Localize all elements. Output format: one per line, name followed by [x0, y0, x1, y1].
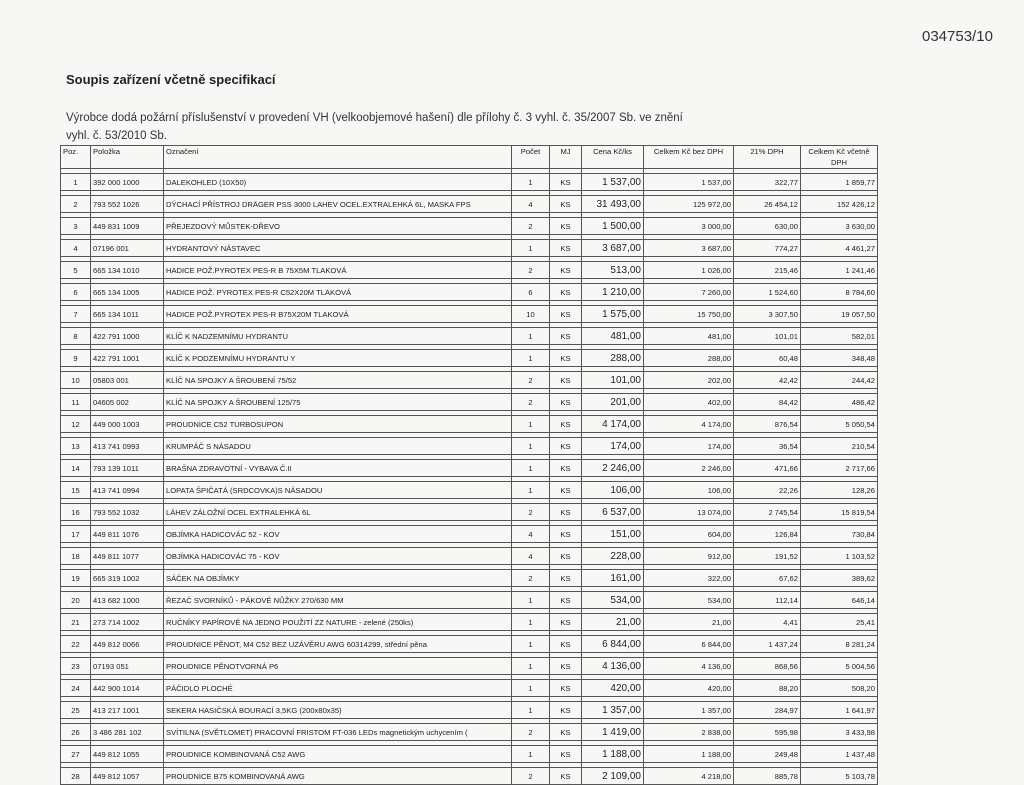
- cell-pos: 2: [61, 196, 91, 213]
- cell-total-gross: 582,01: [801, 328, 878, 345]
- cell-vat: 67,62: [734, 570, 801, 587]
- cell-pos: 10: [61, 372, 91, 389]
- cell-unit-price: 161,00: [582, 570, 644, 587]
- cell-vat: 471,66: [734, 460, 801, 477]
- cell-vat: 84,42: [734, 394, 801, 411]
- cell-unit: KS: [550, 262, 582, 279]
- cell-vat: 249,48: [734, 746, 801, 763]
- cell-total-net: 174,00: [644, 438, 734, 455]
- cell-designation: OBJÍMKA HADICOVÁC 75 - KOV: [164, 548, 512, 565]
- cell-total-net: 13 074,00: [644, 504, 734, 521]
- cell-vat: 60,48: [734, 350, 801, 367]
- cell-unit-price: 228,00: [582, 548, 644, 565]
- cell-vat: 774,27: [734, 240, 801, 257]
- table-row: [61, 592, 878, 609]
- table-row: [61, 614, 878, 631]
- cell-unit: KS: [550, 218, 582, 235]
- cell-total-net: 534,00: [644, 592, 734, 609]
- cell-total-net: 4 136,00: [644, 658, 734, 675]
- table-row: [61, 438, 878, 455]
- cell-unit: KS: [550, 548, 582, 565]
- cell-total-gross: 244,42: [801, 372, 878, 389]
- table-header-row: [61, 146, 878, 169]
- cell-pos: 14: [61, 460, 91, 477]
- cell-unit: KS: [550, 460, 582, 477]
- cell-item: 665 134 1011: [91, 306, 164, 323]
- cell-unit: KS: [550, 240, 582, 257]
- table-row: [61, 350, 878, 367]
- header-total-net: Celkem Kč bez DPH: [644, 146, 734, 169]
- cell-total-net: 6 844,00: [644, 636, 734, 653]
- cell-designation: DALEKOHLED (10X50): [164, 174, 512, 191]
- cell-item: 793 552 1026: [91, 196, 164, 213]
- cell-item: 793 139 1011: [91, 460, 164, 477]
- header-count: Počet: [512, 146, 550, 169]
- cell-total-gross: 1 437,48: [801, 746, 878, 763]
- cell-designation: KLÍČ K PODZEMNÍMU HYDRANTU Y: [164, 350, 512, 367]
- table-row: [61, 218, 878, 235]
- cell-vat: 42,42: [734, 372, 801, 389]
- cell-designation: LÁHEV ZÁLOŽNÍ OCEL EXTRALEHKÁ 6L: [164, 504, 512, 521]
- cell-vat: 88,20: [734, 680, 801, 697]
- cell-unit: KS: [550, 328, 582, 345]
- cell-item: 449 812 1057: [91, 768, 164, 785]
- cell-vat: 101,01: [734, 328, 801, 345]
- table-row: [61, 372, 878, 389]
- cell-count: 2: [512, 394, 550, 411]
- cell-designation: PÁČIDLO PLOCHÉ: [164, 680, 512, 697]
- cell-total-net: 106,00: [644, 482, 734, 499]
- cell-total-gross: 210,54: [801, 438, 878, 455]
- cell-total-gross: 8 784,60: [801, 284, 878, 301]
- cell-count: 1: [512, 438, 550, 455]
- table-row: [61, 636, 878, 653]
- cell-item: 07193 051: [91, 658, 164, 675]
- cell-unit: KS: [550, 372, 582, 389]
- cell-total-gross: 152 426,12: [801, 196, 878, 213]
- cell-total-net: 3 000,00: [644, 218, 734, 235]
- cell-unit: KS: [550, 702, 582, 719]
- cell-vat: 284,97: [734, 702, 801, 719]
- cell-count: 1: [512, 328, 550, 345]
- cell-designation: RUČNÍKY PAPÍROVÉ NA JEDNO POUŽITÍ ZZ NATURE - zelené (250ks): [164, 614, 512, 631]
- cell-total-gross: 8 281,24: [801, 636, 878, 653]
- cell-unit: KS: [550, 350, 582, 367]
- cell-unit-price: 420,00: [582, 680, 644, 697]
- table-row: [61, 504, 878, 521]
- cell-total-net: 3 687,00: [644, 240, 734, 257]
- cell-total-net: 1 357,00: [644, 702, 734, 719]
- cell-item: 413 682 1000: [91, 592, 164, 609]
- cell-vat: 191,52: [734, 548, 801, 565]
- cell-vat: 26 454,12: [734, 196, 801, 213]
- cell-item: 665 134 1010: [91, 262, 164, 279]
- cell-count: 2: [512, 262, 550, 279]
- table-row: [61, 548, 878, 565]
- table-row: [61, 482, 878, 499]
- cell-total-gross: 19 057,50: [801, 306, 878, 323]
- cell-total-gross: 4 461,27: [801, 240, 878, 257]
- cell-designation: KRUMPÁČ S NÁSADOU: [164, 438, 512, 455]
- cell-count: 10: [512, 306, 550, 323]
- cell-designation: SVÍTILNA (SVĚTLOMET) PRACOVNÍ FRISTOM FT-036 LEDs magnetickým uchycením (: [164, 724, 512, 741]
- cell-item: 449 812 1055: [91, 746, 164, 763]
- cell-item: 413 741 0994: [91, 482, 164, 499]
- cell-total-gross: 5 050,54: [801, 416, 878, 433]
- cell-designation: HADICE POŽ.PYROTEX PES-R B75X20M TLAKOVÁ: [164, 306, 512, 323]
- cell-vat: 1 437,24: [734, 636, 801, 653]
- header-unit-price: Cena Kč/ks: [582, 146, 644, 169]
- cell-vat: 1 524,60: [734, 284, 801, 301]
- cell-count: 1: [512, 746, 550, 763]
- cell-item: 422 791 1001: [91, 350, 164, 367]
- cell-total-net: 4 218,00: [644, 768, 734, 785]
- cell-unit-price: 513,00: [582, 262, 644, 279]
- cell-unit-price: 174,00: [582, 438, 644, 455]
- document-title: Soupis zařízení včetně specifikací: [66, 72, 276, 87]
- cell-unit-price: 6 844,00: [582, 636, 644, 653]
- table-row: [61, 724, 878, 741]
- cell-total-net: 7 260,00: [644, 284, 734, 301]
- cell-vat: 630,00: [734, 218, 801, 235]
- cell-total-gross: 128,26: [801, 482, 878, 499]
- cell-pos: 8: [61, 328, 91, 345]
- cell-unit: KS: [550, 526, 582, 543]
- cell-pos: 27: [61, 746, 91, 763]
- cell-pos: 19: [61, 570, 91, 587]
- cell-count: 1: [512, 350, 550, 367]
- cell-item: 392 000 1000: [91, 174, 164, 191]
- cell-total-net: 2 246,00: [644, 460, 734, 477]
- cell-unit-price: 1 210,00: [582, 284, 644, 301]
- cell-pos: 22: [61, 636, 91, 653]
- cell-total-gross: 348,48: [801, 350, 878, 367]
- cell-unit: KS: [550, 724, 582, 741]
- cell-designation: SEKERA HASIČSKÁ BOURACÍ 3,5KG (200x80x35): [164, 702, 512, 719]
- cell-designation: HADICE POŽ.PYROTEX PES-R B 75X5M TLAKOVÁ: [164, 262, 512, 279]
- cell-unit-price: 6 537,00: [582, 504, 644, 521]
- cell-unit: KS: [550, 482, 582, 499]
- cell-pos: 1: [61, 174, 91, 191]
- table-row: [61, 768, 878, 785]
- cell-unit: KS: [550, 306, 582, 323]
- cell-item: 665 319 1002: [91, 570, 164, 587]
- cell-item: 3 486 281 102: [91, 724, 164, 741]
- cell-designation: KLÍČ K NADZEMNÍMU HYDRANTU: [164, 328, 512, 345]
- cell-item: 449 811 1076: [91, 526, 164, 543]
- cell-total-net: 402,00: [644, 394, 734, 411]
- cell-unit-price: 1 500,00: [582, 218, 644, 235]
- document-id: 034753/10: [922, 28, 993, 45]
- cell-designation: LOPATA ŠPIČATÁ (SRDCOVKA)S NÁSADOU: [164, 482, 512, 499]
- cell-unit-price: 2 246,00: [582, 460, 644, 477]
- cell-pos: 18: [61, 548, 91, 565]
- cell-count: 6: [512, 284, 550, 301]
- cell-count: 2: [512, 504, 550, 521]
- cell-pos: 16: [61, 504, 91, 521]
- cell-designation: PROUDNICE PĚNOTVORNÁ P6: [164, 658, 512, 675]
- cell-designation: BRAŠNA ZDRAVOTNÍ - VYBAVA Č.II: [164, 460, 512, 477]
- cell-vat: 595,98: [734, 724, 801, 741]
- table-row: [61, 526, 878, 543]
- cell-designation: SÁČEK NA OBJÍMKY: [164, 570, 512, 587]
- cell-unit: KS: [550, 394, 582, 411]
- cell-designation: PROUDNICE B75 KOMBINOVANÁ AWG: [164, 768, 512, 785]
- cell-count: 2: [512, 372, 550, 389]
- cell-vat: 2 745,54: [734, 504, 801, 521]
- cell-total-gross: 15 819,54: [801, 504, 878, 521]
- table-row: [61, 460, 878, 477]
- cell-unit: KS: [550, 284, 582, 301]
- cell-designation: KLÍČ NA SPOJKY A ŠROUBENÍ 125/75: [164, 394, 512, 411]
- cell-total-gross: 646,14: [801, 592, 878, 609]
- cell-pos: 28: [61, 768, 91, 785]
- cell-total-net: 322,00: [644, 570, 734, 587]
- cell-unit: KS: [550, 636, 582, 653]
- cell-total-net: 21,00: [644, 614, 734, 631]
- cell-unit-price: 2 109,00: [582, 768, 644, 785]
- cell-unit-price: 1 537,00: [582, 174, 644, 191]
- cell-pos: 15: [61, 482, 91, 499]
- cell-total-net: 604,00: [644, 526, 734, 543]
- cell-total-net: 2 838,00: [644, 724, 734, 741]
- table-row: [61, 328, 878, 345]
- cell-unit-price: 151,00: [582, 526, 644, 543]
- table-row: [61, 306, 878, 323]
- cell-unit: KS: [550, 746, 582, 763]
- table-row: [61, 196, 878, 213]
- cell-pos: 21: [61, 614, 91, 631]
- cell-vat: 22,26: [734, 482, 801, 499]
- cell-item: 449 831 1009: [91, 218, 164, 235]
- cell-vat: 876,54: [734, 416, 801, 433]
- cell-item: 449 000 1003: [91, 416, 164, 433]
- cell-unit: KS: [550, 570, 582, 587]
- cell-item: 04605 002: [91, 394, 164, 411]
- cell-unit-price: 21,00: [582, 614, 644, 631]
- table-row: [61, 262, 878, 279]
- cell-vat: 868,56: [734, 658, 801, 675]
- cell-vat: 322,77: [734, 174, 801, 191]
- table-row: [61, 658, 878, 675]
- cell-vat: 36,54: [734, 438, 801, 455]
- cell-total-gross: 486,42: [801, 394, 878, 411]
- cell-total-gross: 5 004,56: [801, 658, 878, 675]
- cell-designation: DÝCHACÍ PŘÍSTROJ DRÄGER PSS 3000 LAHEV OCEL.EXTRALEHKÁ 6L, MASKA FPS: [164, 196, 512, 213]
- cell-total-net: 4 174,00: [644, 416, 734, 433]
- cell-designation: KLÍČ NA SPOJKY A ŠROUBENÍ 75/52: [164, 372, 512, 389]
- cell-count: 1: [512, 482, 550, 499]
- cell-unit: KS: [550, 658, 582, 675]
- cell-total-net: 202,00: [644, 372, 734, 389]
- cell-total-gross: 1 241,46: [801, 262, 878, 279]
- cell-pos: 7: [61, 306, 91, 323]
- cell-unit: KS: [550, 592, 582, 609]
- cell-designation: PROUDNICE C52 TURBOSUPON: [164, 416, 512, 433]
- cell-unit: KS: [550, 768, 582, 785]
- cell-vat: 885,78: [734, 768, 801, 785]
- cell-count: 1: [512, 240, 550, 257]
- cell-item: 449 812 0066: [91, 636, 164, 653]
- cell-total-net: 15 750,00: [644, 306, 734, 323]
- cell-item: 413 217 1001: [91, 702, 164, 719]
- cell-item: 793 552 1032: [91, 504, 164, 521]
- cell-total-net: 1 537,00: [644, 174, 734, 191]
- table-row: [61, 680, 878, 697]
- header-total-gross: Celkem Kč včetně DPH: [801, 146, 878, 169]
- header-pos: Poz.: [61, 146, 91, 169]
- cell-count: 1: [512, 416, 550, 433]
- cell-pos: 17: [61, 526, 91, 543]
- cell-designation: PŘEJEZDOVÝ MŮSTEK-DŘEVO: [164, 218, 512, 235]
- cell-designation: PROUDNICE PĚNOT, M4 C52 BEZ UZÁVĚRU AWG 60314299, střední pěna: [164, 636, 512, 653]
- cell-unit: KS: [550, 680, 582, 697]
- cell-count: 4: [512, 196, 550, 213]
- cell-count: 2: [512, 570, 550, 587]
- cell-count: 4: [512, 526, 550, 543]
- cell-total-net: 481,00: [644, 328, 734, 345]
- cell-vat: 4,41: [734, 614, 801, 631]
- cell-pos: 20: [61, 592, 91, 609]
- cell-unit-price: 4 136,00: [582, 658, 644, 675]
- document-description: Výrobce dodá požární příslušenství v provedení VH (velkoobjemové hašení) dle přílohy č. 3 vyhl. č. 35/2007 Sb. ve znění vyhl. č. 53/2010 Sb.: [66, 112, 683, 142]
- cell-count: 1: [512, 680, 550, 697]
- equipment-table: [60, 145, 878, 785]
- cell-total-net: 420,00: [644, 680, 734, 697]
- cell-total-gross: 2 717,66: [801, 460, 878, 477]
- cell-unit-price: 106,00: [582, 482, 644, 499]
- cell-designation: ŘEZAČ SVORNÍKŮ - PÁKOVÉ NŮŽKY 270/630 MM: [164, 592, 512, 609]
- cell-pos: 5: [61, 262, 91, 279]
- cell-pos: 9: [61, 350, 91, 367]
- cell-unit-price: 1 575,00: [582, 306, 644, 323]
- cell-designation: OBJÍMKA HADICOVÁC 52 - KOV: [164, 526, 512, 543]
- cell-pos: 3: [61, 218, 91, 235]
- cell-count: 2: [512, 218, 550, 235]
- cell-pos: 13: [61, 438, 91, 455]
- cell-item: 05803 001: [91, 372, 164, 389]
- cell-designation: PROUDNICE KOMBINOVANÁ C52 AWG: [164, 746, 512, 763]
- cell-count: 1: [512, 658, 550, 675]
- cell-count: 1: [512, 174, 550, 191]
- header-item: Položka: [91, 146, 164, 169]
- cell-count: 2: [512, 724, 550, 741]
- cell-unit-price: 4 174,00: [582, 416, 644, 433]
- cell-total-net: 1 188,00: [644, 746, 734, 763]
- cell-total-gross: 25,41: [801, 614, 878, 631]
- cell-unit-price: 288,00: [582, 350, 644, 367]
- cell-item: 07196 001: [91, 240, 164, 257]
- cell-vat: 112,14: [734, 592, 801, 609]
- table-row: [61, 174, 878, 191]
- cell-pos: 11: [61, 394, 91, 411]
- header-unit: MJ: [550, 146, 582, 169]
- cell-unit: KS: [550, 416, 582, 433]
- cell-unit: KS: [550, 174, 582, 191]
- cell-unit-price: 534,00: [582, 592, 644, 609]
- cell-vat: 215,46: [734, 262, 801, 279]
- cell-total-gross: 3 630,00: [801, 218, 878, 235]
- cell-pos: 6: [61, 284, 91, 301]
- cell-unit: KS: [550, 504, 582, 521]
- cell-pos: 23: [61, 658, 91, 675]
- table-row: [61, 702, 878, 719]
- cell-unit-price: 481,00: [582, 328, 644, 345]
- cell-total-gross: 730,84: [801, 526, 878, 543]
- cell-vat: 3 307,50: [734, 306, 801, 323]
- header-vat: 21% DPH: [734, 146, 801, 169]
- table-row: [61, 240, 878, 257]
- cell-total-gross: 389,62: [801, 570, 878, 587]
- cell-item: 449 811 1077: [91, 548, 164, 565]
- cell-total-gross: 508,20: [801, 680, 878, 697]
- cell-total-gross: 1 859,77: [801, 174, 878, 191]
- cell-item: 422 791 1000: [91, 328, 164, 345]
- cell-total-gross: 1 103,52: [801, 548, 878, 565]
- table-row: [61, 746, 878, 763]
- cell-unit-price: 3 687,00: [582, 240, 644, 257]
- cell-item: 273 714 1002: [91, 614, 164, 631]
- cell-count: 1: [512, 636, 550, 653]
- cell-unit-price: 201,00: [582, 394, 644, 411]
- cell-count: 2: [512, 768, 550, 785]
- cell-designation: HYDRANTOVÝ NÁSTAVEC: [164, 240, 512, 257]
- cell-unit-price: 101,00: [582, 372, 644, 389]
- header-designation: Označení: [164, 146, 512, 169]
- cell-unit-price: 1 357,00: [582, 702, 644, 719]
- cell-pos: 26: [61, 724, 91, 741]
- table-row: [61, 416, 878, 433]
- cell-count: 1: [512, 592, 550, 609]
- cell-unit-price: 1 419,00: [582, 724, 644, 741]
- cell-vat: 126,84: [734, 526, 801, 543]
- table-body: [61, 169, 878, 785]
- cell-pos: 25: [61, 702, 91, 719]
- cell-unit: KS: [550, 196, 582, 213]
- cell-unit-price: 31 493,00: [582, 196, 644, 213]
- cell-unit-price: 1 188,00: [582, 746, 644, 763]
- cell-total-net: 288,00: [644, 350, 734, 367]
- table-row: [61, 284, 878, 301]
- cell-total-gross: 1 641,97: [801, 702, 878, 719]
- cell-total-gross: 5 103,78: [801, 768, 878, 785]
- cell-unit: KS: [550, 438, 582, 455]
- cell-total-net: 912,00: [644, 548, 734, 565]
- table-row: [61, 570, 878, 587]
- cell-total-net: 1 026,00: [644, 262, 734, 279]
- cell-pos: 4: [61, 240, 91, 257]
- cell-unit: KS: [550, 614, 582, 631]
- cell-designation: HADICE POŽ. PYROTEX PES-R C52X20M TLAKOVÁ: [164, 284, 512, 301]
- cell-count: 1: [512, 702, 550, 719]
- cell-total-net: 125 972,00: [644, 196, 734, 213]
- cell-pos: 24: [61, 680, 91, 697]
- cell-count: 1: [512, 614, 550, 631]
- cell-total-gross: 3 433,98: [801, 724, 878, 741]
- cell-count: 4: [512, 548, 550, 565]
- table-row: [61, 394, 878, 411]
- cell-item: 413 741 0993: [91, 438, 164, 455]
- cell-pos: 12: [61, 416, 91, 433]
- cell-item: 665 134 1005: [91, 284, 164, 301]
- cell-count: 1: [512, 460, 550, 477]
- cell-item: 442 900 1014: [91, 680, 164, 697]
